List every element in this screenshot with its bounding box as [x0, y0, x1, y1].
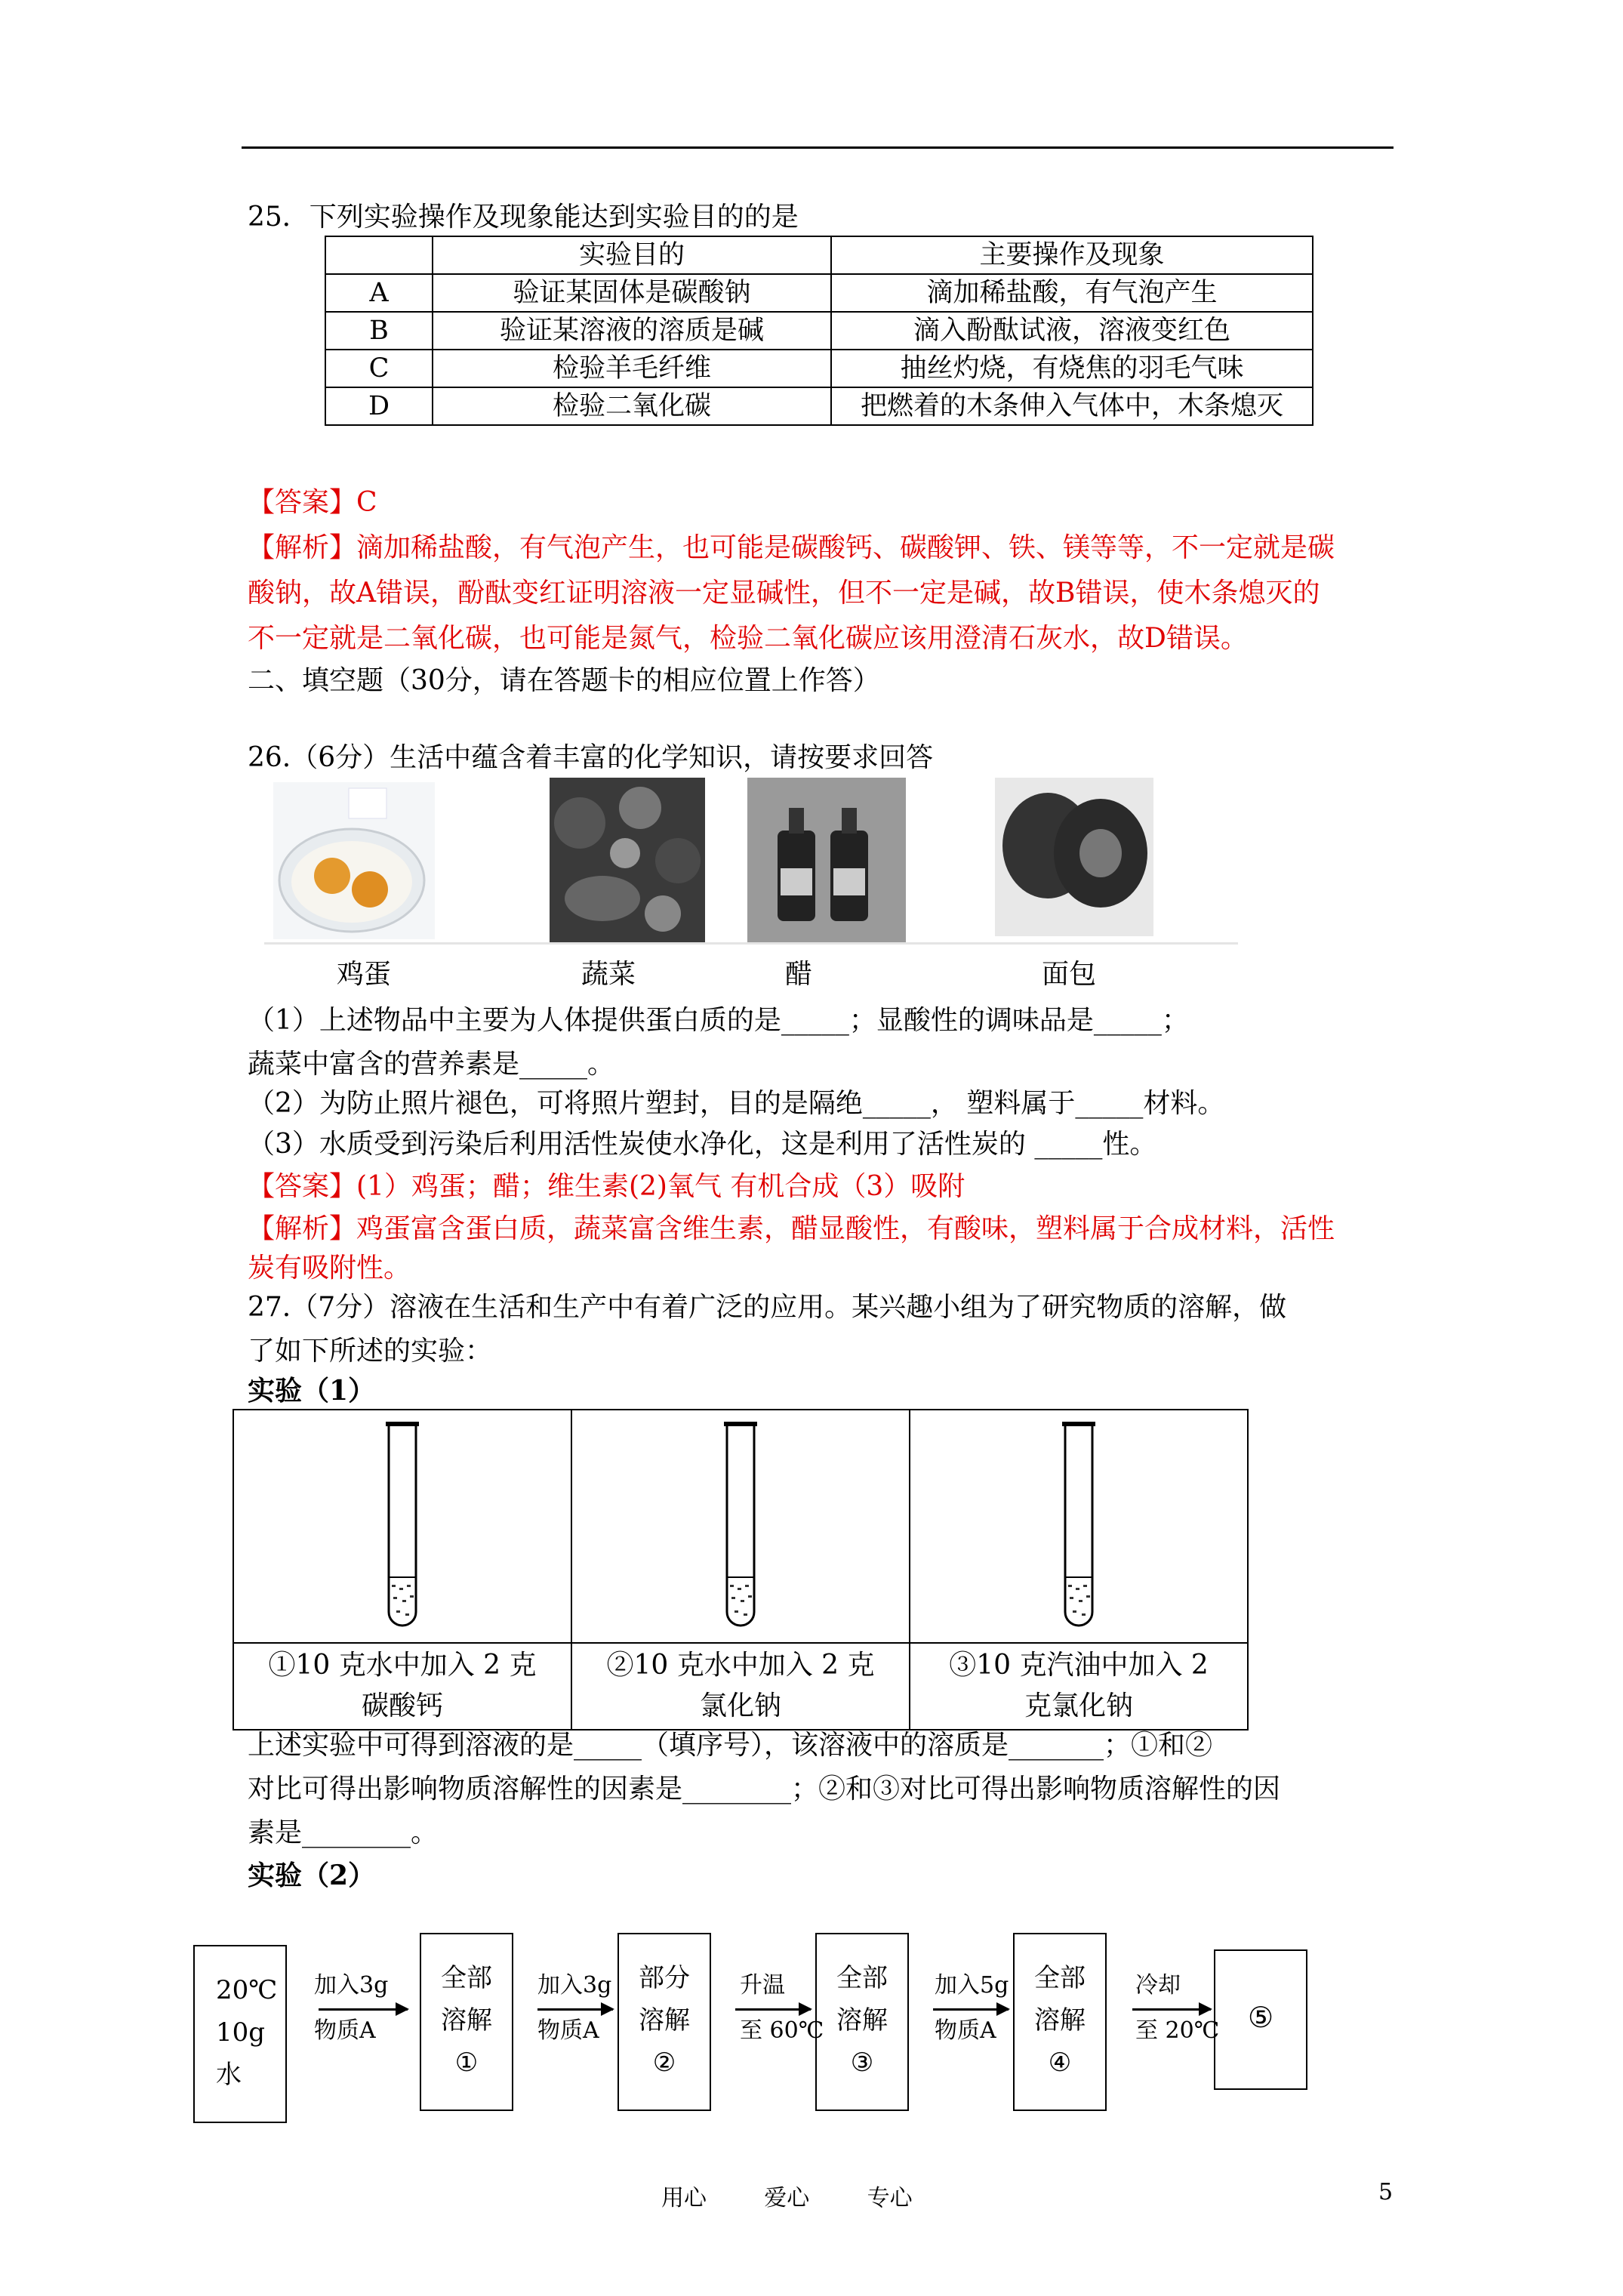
flow-box-line: 全部 [836, 1963, 888, 1993]
test-tube-icon [718, 1416, 763, 1635]
flow-arrow [537, 2008, 613, 2011]
q27-stem-line: 了如下所述的实验： [248, 1336, 493, 1367]
exp1-label-line: ③10 克汽油中加入 2 [949, 1650, 1209, 1681]
flow-arrow-label: 物质A [537, 2017, 599, 2044]
flow-arrow-label: 至 20℃ [1135, 2017, 1220, 2044]
flow-arrow-label: 加入3g [537, 1972, 612, 1999]
exp1-text-line: 素是________。 [248, 1817, 439, 1848]
table-cell: D [325, 387, 433, 425]
table-row [325, 387, 1313, 425]
flow-box-start [193, 1945, 287, 2123]
test-tube-icon [380, 1416, 425, 1635]
q26-analysis-line: 【解析】鸡蛋富含蛋白质，蔬菜富含维生素，醋显酸性，有酸味，塑料属于合成材料，活性 [248, 1213, 1335, 1244]
exp1-label-line: ①10 克水中加入 2 克 [268, 1650, 537, 1681]
flow-box-line: 20℃ [216, 1975, 278, 2005]
table-cell: 滴加稀盐酸，有气泡产生 [831, 274, 1313, 312]
table-row [325, 312, 1313, 350]
flow-box-line: 全部 [1034, 1963, 1086, 1993]
flow-box-line: 溶解 [441, 2005, 492, 2036]
bread-image [995, 778, 1153, 936]
flow-box-5 [1214, 1949, 1307, 2090]
exp1-label-cell [571, 1643, 910, 1730]
egg-image [273, 782, 435, 939]
q27-stem-line: 27.（7分）溶液在生活和生产中有着广泛的应用。某兴趣小组为了研究物质的溶解，做 [248, 1292, 1287, 1323]
table-header-cell [325, 236, 433, 274]
q25-analysis-line: 酸钠，故A错误，酚酞变红证明溶液一定显碱性，但不一定是碱，故B错误，使木条熄灭的 [248, 578, 1320, 609]
q26-stem: 26.（6分）生活中蕴含着丰富的化学知识，请按要求回答 [248, 742, 934, 773]
q26-line: （3）水质受到污染后利用活性炭使水净化，这是利用了活性炭的 _____性。 [248, 1129, 1157, 1160]
table-cell: A [325, 274, 433, 312]
tube-cell [233, 1410, 571, 1643]
table-cell: C [325, 350, 433, 387]
tube-cell [910, 1410, 1248, 1643]
q25-answer: 【答案】C [248, 487, 377, 518]
flow-box-line: 溶解 [639, 2005, 690, 2036]
exp1-text-line: 对比可得出影响物质溶解性的因素是________；②和③对比可得出影响物质溶解性的因 [248, 1774, 1281, 1804]
flow-box-line: 溶解 [836, 2005, 888, 2036]
exp1-label-line: 克氯化钠 [1024, 1690, 1133, 1721]
exp1-table [233, 1409, 1249, 1730]
table-cell: 验证某固体是碳酸钠 [433, 274, 831, 312]
table-cell: 抽丝灼烧，有烧焦的羽毛气味 [831, 350, 1313, 387]
caption-vinegar: 醋 [785, 959, 813, 990]
flow-arrow-label: 冷却 [1135, 1972, 1181, 1999]
caption-egg: 鸡蛋 [337, 959, 392, 990]
q26-line: （2）为防止照片褪色，可将照片塑封，目的是隔绝_____， 塑料属于_____材料。 [248, 1088, 1225, 1119]
exp1-label-cell [910, 1643, 1248, 1730]
flow-arrow-label: 至 60℃ [740, 2017, 824, 2044]
flow-box-3 [815, 1933, 909, 2111]
flow-box-line: ④ [1048, 2048, 1072, 2078]
footer-motto: 用心 爱心 专心 [661, 2185, 913, 2211]
page-number: 5 [1378, 2179, 1394, 2205]
vinegar-image [747, 778, 906, 942]
table-cell: 检验羊毛纤维 [433, 350, 831, 387]
table-cell: 检验二氧化碳 [433, 387, 831, 425]
flow-box-line: ② [652, 2048, 676, 2078]
exp1-title: 实验（1） [248, 1375, 376, 1407]
q26-analysis-line: 炭有吸附性。 [248, 1253, 411, 1284]
flow-arrow-label: 物质A [935, 2017, 996, 2044]
test-tube-icon [1056, 1416, 1101, 1635]
flow-box-line: ③ [850, 2048, 874, 2078]
flow-arrow-label: 加入5g [935, 1972, 1009, 1999]
flow-box-line: 溶解 [1034, 2005, 1086, 2036]
flow-box-line: ⑤ [1247, 2001, 1274, 2034]
flow-arrow-label: 加入3g [314, 1972, 389, 1999]
flow-box-line: 部分 [639, 1963, 690, 1993]
flow-arrow [735, 2008, 811, 2011]
section-heading: 二、填空题（30分，请在答题卡的相应位置上作答） [248, 665, 880, 696]
exp1-label-line: 碳酸钙 [361, 1690, 443, 1721]
exp1-label-line: ②10 克水中加入 2 克 [606, 1650, 875, 1681]
header-rule [242, 146, 1394, 149]
q25-stem: 25．下列实验操作及现象能达到实验目的的是 [248, 202, 799, 233]
flow-arrow-label: 物质A [314, 2017, 376, 2044]
table-cell: B [325, 312, 433, 350]
flow-box-2 [617, 1933, 711, 2111]
table-header-cell: 实验目的 [433, 236, 831, 274]
table-header-row [325, 236, 1313, 274]
table-row [325, 350, 1313, 387]
image-baseline [264, 942, 1238, 945]
q26-line: 蔬菜中富含的营养素是_____。 [248, 1049, 615, 1080]
flow-box-line: 10g [216, 2017, 266, 2048]
flow-box-4 [1013, 1933, 1107, 2111]
exp2-title: 实验（2） [248, 1860, 376, 1891]
table-row [325, 274, 1313, 312]
table-cell: 把燃着的木条伸入气体中，木条熄灭 [831, 387, 1313, 425]
q26-answer: 【答案】(1）鸡蛋；醋；维生素(2)氧气 有机合成（3）吸附 [248, 1171, 965, 1202]
q26-line: （1）上述物品中主要为人体提供蛋白质的是_____；显酸性的调味品是_____； [248, 1005, 1189, 1036]
caption-vegetables: 蔬菜 [581, 959, 636, 990]
table-header-cell: 主要操作及现象 [831, 236, 1313, 274]
flow-box-1 [420, 1933, 513, 2111]
flow-arrow [1132, 2008, 1211, 2011]
flow-box-line: 全部 [441, 1963, 492, 1993]
caption-bread: 面包 [1042, 959, 1097, 990]
q25-analysis-line: 不一定就是二氧化碳，也可能是氮气，检验二氧化碳应该用澄清石灰水，故D错误。 [248, 623, 1248, 654]
tube-cell [571, 1410, 910, 1643]
flow-arrow [319, 2008, 408, 2011]
exp1-text-line: 上述实验中可得到溶液的是_____（填序号），该溶液中的溶质是_______；①和② [248, 1730, 1213, 1761]
table-cell: 滴入酚酞试液，溶液变红色 [831, 312, 1313, 350]
flow-box-line: 水 [216, 2060, 242, 2090]
vegetables-image [550, 778, 705, 942]
exp1-label-cell [233, 1643, 571, 1730]
flow-arrow-label: 升温 [740, 1972, 785, 1999]
exp1-label-line: 氯化钠 [699, 1690, 781, 1721]
q25-table [325, 236, 1313, 426]
flow-arrow [933, 2008, 1009, 2011]
flow-box-line: ① [454, 2048, 479, 2078]
table-cell: 验证某溶液的溶质是碱 [433, 312, 831, 350]
q25-analysis-line: 【解析】滴加稀盐酸，有气泡产生，也可能是碳酸钙、碳酸钾、铁、镁等等，不一定就是碳 [248, 532, 1335, 563]
